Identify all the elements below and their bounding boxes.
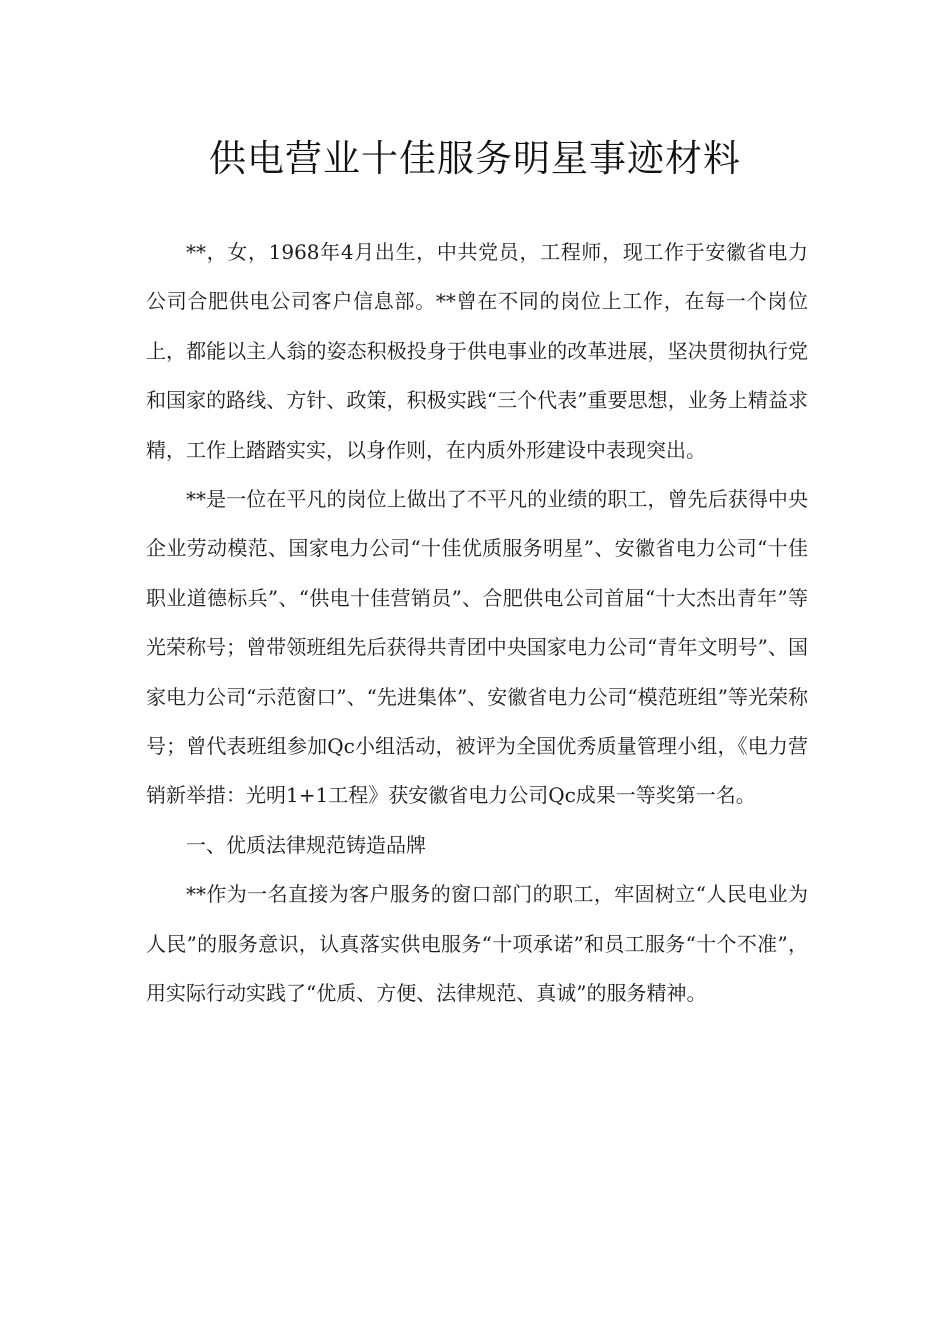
document-title: 供电营业十佳服务明星事迹材料: [209, 137, 741, 180]
section-heading: 一、优质法律规范铸造品牌: [186, 832, 426, 857]
paragraph-intro: **，女，1968年4月出生，中共党员，工程师，现工作于安徽省电力公司合肥供电公司客户信息部。**曾在不同的岗位上工作，在每一个岗位上，都能以主人翁的姿态积极投身于供电事业的改革进展，坚决贯彻执行党和国家的路线、方针、政策，积极实践“三个代表”重要思想，业务上精益求精，工作上踏踏实实，以身作则，在内质外形建设中表现突出。: [146, 240, 808, 462]
paragraph-honors: **是一位在平凡的岗位上做出了不平凡的业绩的职工，曾先后获得中央企业劳动模范、国家电力公司“十佳优质服务明星”、安徽省电力公司“十佳职业道德标兵”、“供电十佳营销员”、合肥供电公司首届“十大杰出青年”等光荣称号；曾带领班组先后获得共青团中央国家电力公司“青年文明号”、国家电力公司“示范窗口”、“先进集体”、安徽省电力公司“模范班组”等光荣称号；曾代表班组参加Qc小组活动，被评为全国优秀质量管理小组，《电力营销新举措：光明1+1工程》获安徽省电力公司Qc成果一等奖第一名。: [146, 487, 808, 808]
paragraph-section-one: **作为一名直接为客户服务的窗口部门的职工，牢固树立“人民电业为人民”的服务意识，认真落实供电服务“十项承诺”和员工服务“十个不准”，用实际行动实践了“优质、方便、法律规范、真诚”的服务精神。: [146, 882, 808, 1006]
document-body: [146, 228, 808, 1019]
